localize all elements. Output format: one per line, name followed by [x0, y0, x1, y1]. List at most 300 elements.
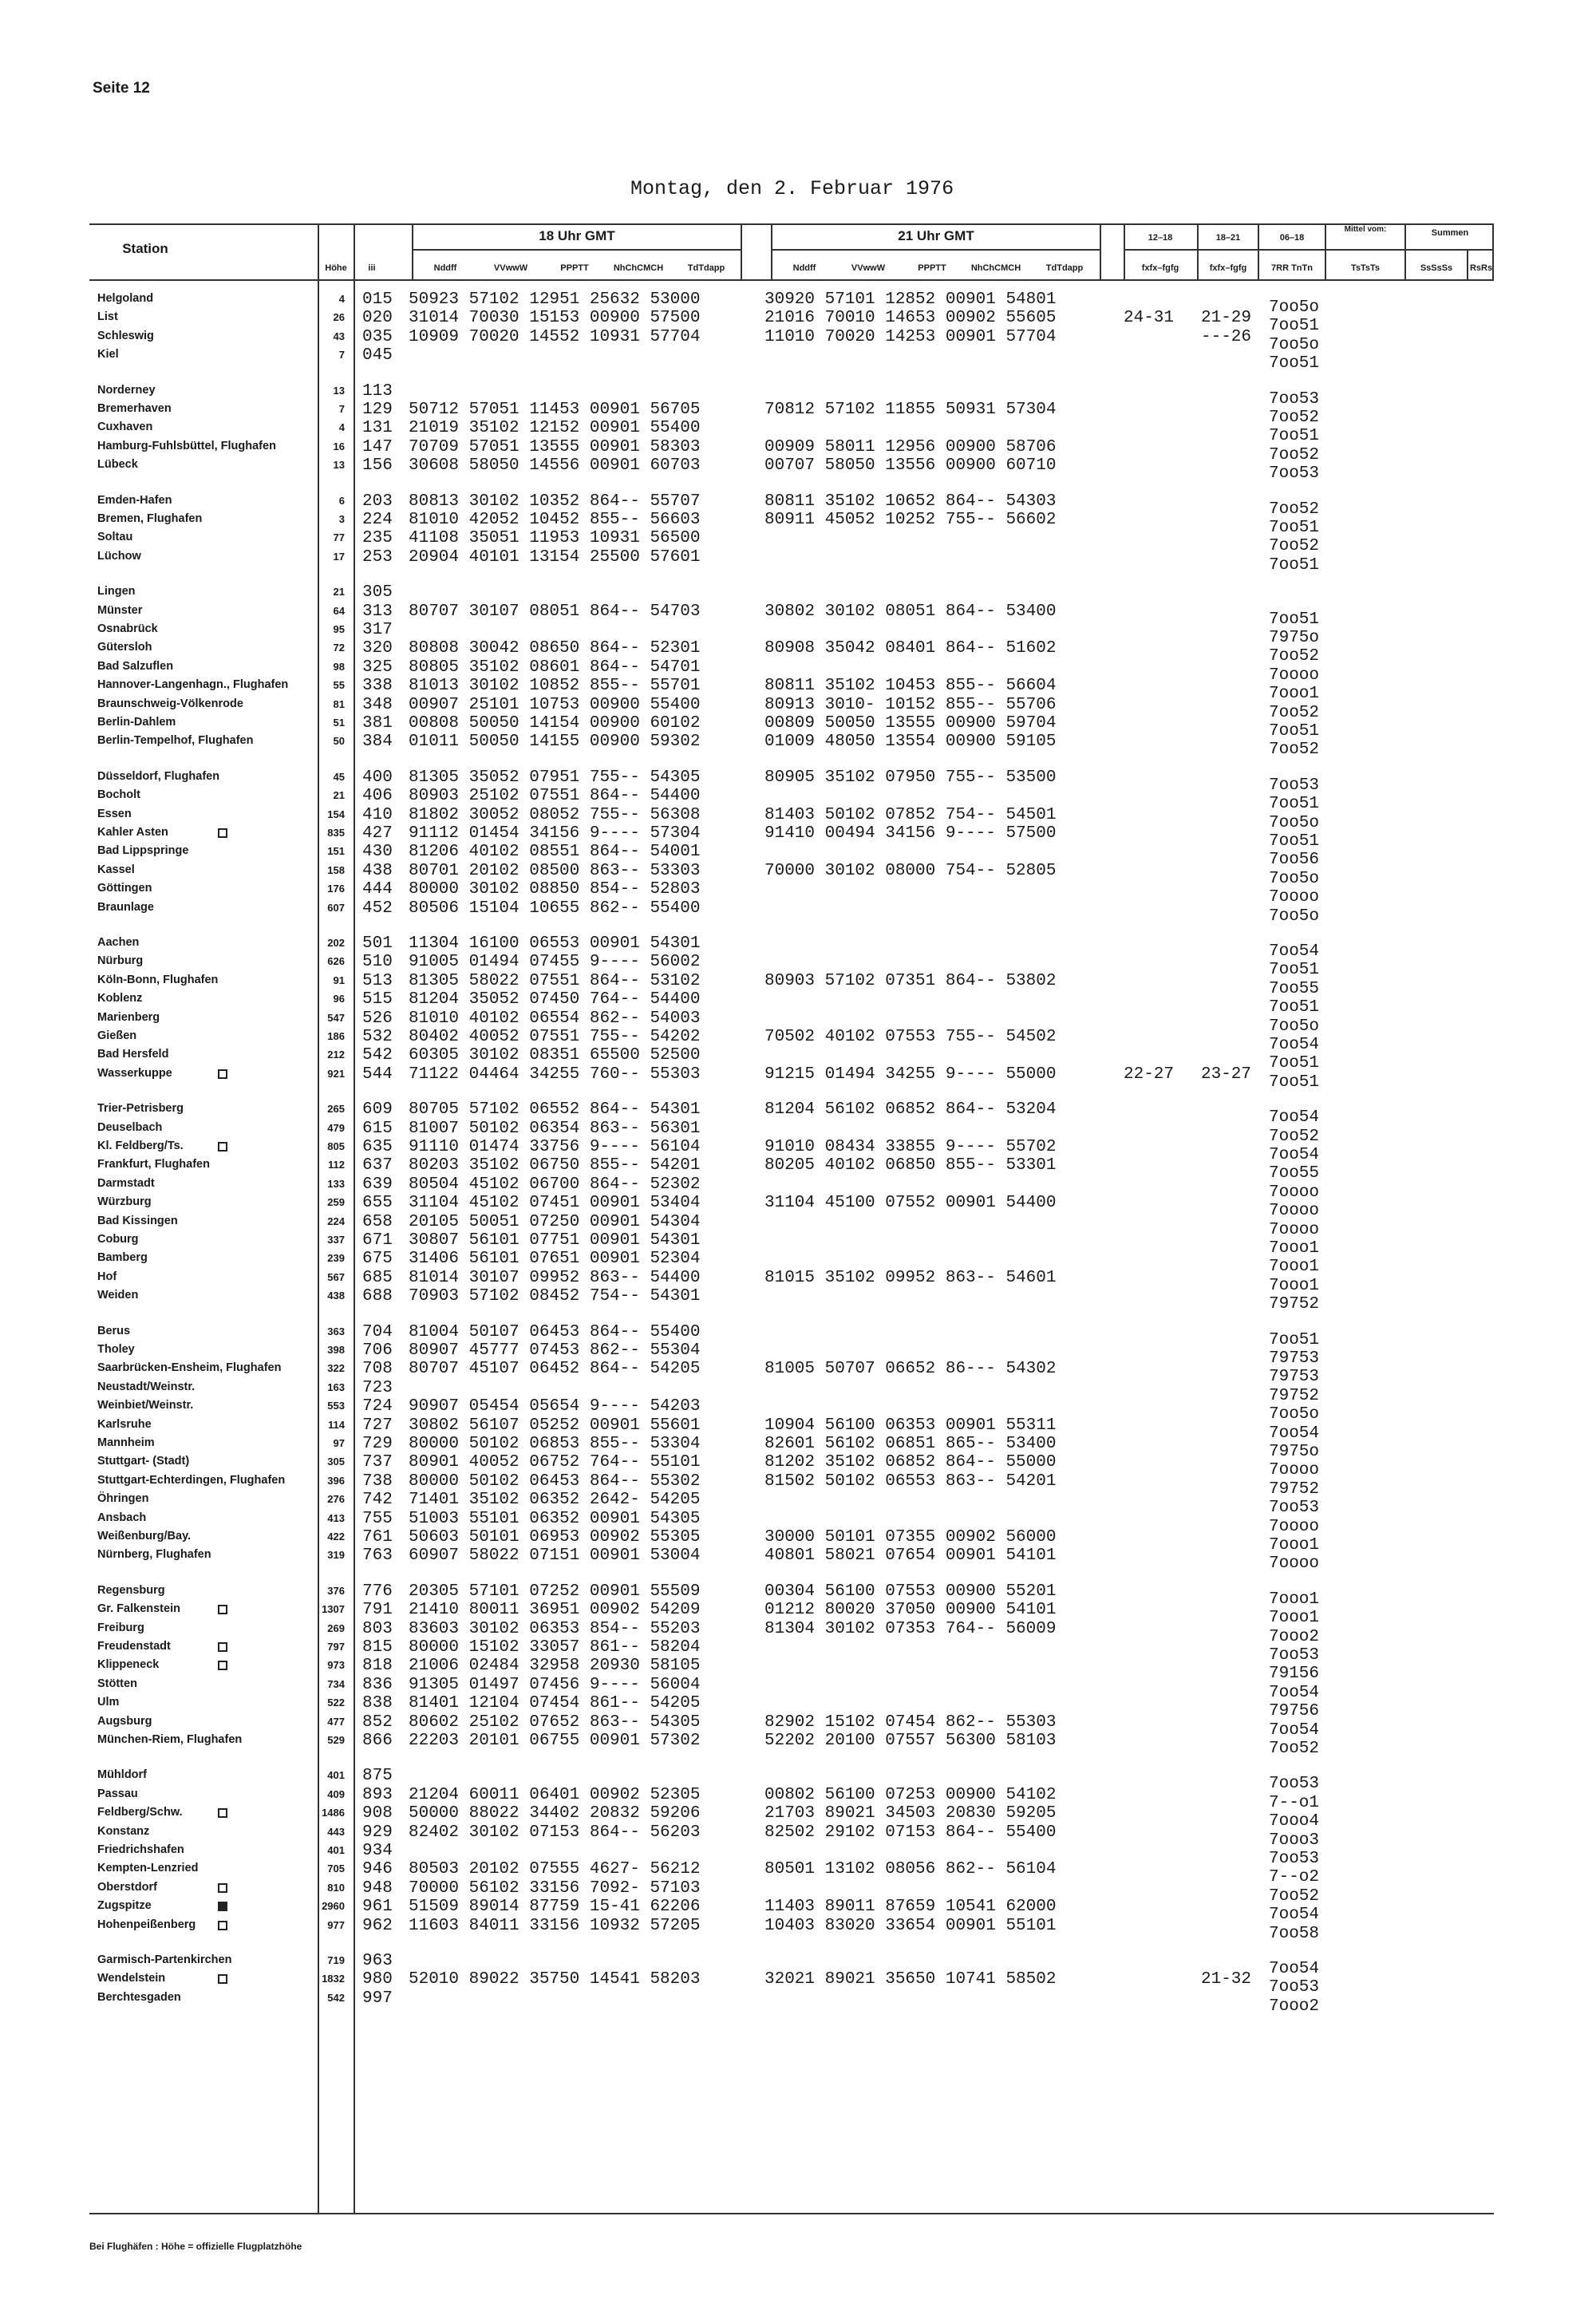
station-height: 158: [327, 864, 345, 876]
station-id: 815: [362, 1638, 393, 1657]
station-height: 114: [328, 1419, 345, 1431]
mountain-station-icon: [218, 1974, 227, 1984]
station-name: Würzburg: [97, 1195, 152, 1208]
obs-18-gmt: 81013 30102 10852 855-- 55701: [409, 677, 701, 695]
obs-21-gmt: 01009 48050 13554 00900 59105: [764, 733, 1057, 751]
obs-21-gmt: 70000 30102 08000 754-- 52805: [764, 862, 1057, 880]
obs-18-gmt: 83603 30102 06353 854-- 55203: [409, 1620, 701, 1638]
station-id: 838: [362, 1694, 393, 1712]
obs-18-gmt: 11304 16100 06553 00901 54301: [409, 934, 701, 953]
obs-18-gmt: 80000 30102 08850 854-- 52803: [409, 880, 701, 899]
header-18-sub-1: Nddff: [433, 263, 457, 273]
station-id: 384: [362, 733, 393, 751]
obs-18-gmt: 80000 50102 06853 855-- 53304: [409, 1435, 701, 1453]
obs-18-gmt: 80808 30042 08650 864-- 52301: [409, 639, 701, 658]
station-id: 755: [362, 1510, 393, 1528]
obs-21-gmt: 82502 29102 07153 864-- 55400: [764, 1823, 1057, 1842]
obs-21-gmt: 80911 45052 10252 755-- 56602: [764, 511, 1057, 529]
rain-06-18: 7oo51: [1269, 832, 1320, 851]
station-name: Helgoland: [97, 292, 154, 305]
station-name: Bremen, Flughafen: [97, 512, 203, 525]
station-id: 203: [362, 492, 393, 511]
wind-18-21: 21-29: [1201, 309, 1252, 327]
rain-06-18: 7--o2: [1269, 1868, 1320, 1886]
station-name: Oberstdorf: [97, 1881, 157, 1894]
obs-21-gmt: 30802 30102 08051 864-- 53400: [764, 602, 1057, 621]
obs-18-gmt: 71122 04464 34255 760-- 55303: [409, 1065, 701, 1084]
station-name: Hof: [97, 1270, 117, 1283]
obs-21-gmt: 00909 58011 12956 00900 58706: [764, 438, 1057, 456]
station-id: 513: [362, 972, 393, 990]
wind-18-21: 23-27: [1201, 1065, 1252, 1084]
station-name: Friedrichshafen: [97, 1843, 184, 1856]
obs-18-gmt: 80707 30107 08051 864-- 54703: [409, 602, 701, 621]
rain-06-18: 7oo52: [1269, 409, 1320, 427]
station-height: 305: [327, 1456, 345, 1468]
obs-18-gmt: 70903 57102 08452 754-- 54301: [409, 1287, 701, 1306]
obs-18-gmt: 82402 30102 07153 864-- 56203: [409, 1823, 701, 1842]
rain-06-18: 7oo5o: [1269, 1017, 1320, 1036]
obs-18-gmt: 22203 20101 06755 00901 57302: [409, 1732, 701, 1750]
header-rsrs: RsRs: [1469, 263, 1493, 273]
rain-06-18: 7oo54: [1269, 1036, 1320, 1054]
station-height: 163: [327, 1381, 345, 1393]
station-id: 501: [362, 934, 393, 953]
obs-18-gmt: 70709 57051 13555 00901 58303: [409, 438, 701, 456]
station-id: 515: [362, 990, 393, 1009]
station-id: 400: [362, 768, 393, 787]
station-id: 818: [362, 1657, 393, 1675]
obs-21-gmt: 11010 70020 14253 00901 57704: [764, 328, 1057, 346]
station-name: Wendelstein: [97, 1972, 166, 1985]
station-height: 1486: [322, 1807, 345, 1819]
obs-18-gmt: 20305 57101 07252 00901 55509: [409, 1582, 701, 1601]
obs-21-gmt: 82601 56102 06851 865-- 53400: [764, 1435, 1057, 1453]
station-height: 133: [327, 1178, 345, 1190]
mountain-station-icon: [218, 1921, 227, 1930]
station-id: 738: [362, 1472, 393, 1491]
station-id: 045: [362, 346, 393, 365]
station-id: 637: [362, 1156, 393, 1175]
rain-06-18: 7oo54: [1269, 1146, 1320, 1164]
station-id: 763: [362, 1547, 393, 1565]
station-name: Feldberg/Schw.: [97, 1806, 183, 1819]
station-name: Nürnberg, Flughafen: [97, 1548, 211, 1561]
station-name: Deuselbach: [97, 1121, 163, 1134]
obs-18-gmt: 80907 45777 07453 862-- 55304: [409, 1341, 701, 1360]
station-id: 235: [362, 529, 393, 547]
obs-18-gmt: 50000 88022 34402 20832 59206: [409, 1804, 701, 1823]
station-height: 337: [327, 1234, 345, 1246]
station-height: 547: [327, 1012, 345, 1024]
station-name: Bamberg: [97, 1251, 148, 1264]
station-height: 719: [327, 1954, 345, 1966]
station-height: 151: [327, 845, 345, 857]
rain-06-18: 7oo51: [1269, 795, 1320, 813]
station-height: 4: [338, 293, 345, 305]
station-height: 479: [327, 1122, 345, 1134]
station-height: 6: [338, 495, 345, 507]
obs-18-gmt: 81010 40102 06554 862-- 54003: [409, 1009, 701, 1028]
station-name: Stötten: [97, 1677, 137, 1690]
obs-21-gmt: 31104 45100 07552 00901 54400: [764, 1194, 1057, 1212]
obs-18-gmt: 01011 50050 14155 00900 59302: [409, 733, 701, 751]
station-name: Gr. Falkenstein: [97, 1602, 180, 1615]
obs-21-gmt: 91215 01494 34255 9---- 55000: [764, 1065, 1057, 1084]
rain-06-18: 7oooo: [1269, 1183, 1320, 1202]
station-name: Göttingen: [97, 882, 152, 895]
station-id: 381: [362, 714, 393, 733]
station-name: Augsburg: [97, 1715, 152, 1728]
rain-06-18: 7oo58: [1269, 1925, 1320, 1943]
obs-18-gmt: 91112 01454 34156 9---- 57304: [409, 824, 701, 843]
station-id: 338: [362, 677, 393, 695]
obs-18-gmt: 60305 30102 08351 65500 52500: [409, 1046, 701, 1065]
station-id: 020: [362, 309, 393, 327]
station-id: 406: [362, 787, 393, 805]
station-height: 529: [327, 1734, 345, 1746]
obs-18-gmt: 81007 50102 06354 863-- 56301: [409, 1120, 701, 1138]
station-name: Osnabrück: [97, 622, 158, 635]
station-name: Darmstadt: [97, 1177, 155, 1190]
obs-18-gmt: 51003 55101 06352 00901 54305: [409, 1510, 701, 1528]
station-id: 776: [362, 1582, 393, 1601]
obs-18-gmt: 21019 35102 12152 00901 55400: [409, 419, 701, 437]
station-height: 2960: [322, 1900, 345, 1912]
obs-18-gmt: 50712 57051 11453 00901 56705: [409, 401, 701, 419]
rain-06-18: 7ooo1: [1269, 1239, 1320, 1258]
station-id: 706: [362, 1341, 393, 1360]
obs-18-gmt: 90907 05454 05654 9---- 54203: [409, 1397, 701, 1416]
station-height: 734: [327, 1678, 345, 1690]
obs-21-gmt: 00304 56100 07553 00900 55201: [764, 1582, 1057, 1601]
station-name: Berlin-Tempelhof, Flughafen: [97, 734, 254, 747]
station-name: Freudenstadt: [97, 1640, 171, 1653]
obs-18-gmt: 80504 45102 06700 864-- 52302: [409, 1175, 701, 1194]
station-name: Frankfurt, Flughafen: [97, 1158, 210, 1171]
obs-21-gmt: 32021 89021 35650 10741 58502: [764, 1970, 1057, 1989]
station-height: 224: [327, 1215, 345, 1227]
station-name: Berchtesgaden: [97, 1991, 181, 2004]
obs-18-gmt: 70000 56102 33156 7092- 57103: [409, 1879, 701, 1898]
station-height: 98: [333, 661, 345, 673]
station-name: Bad Lippspringe: [97, 844, 189, 857]
station-name: Nürburg: [97, 954, 144, 967]
rain-06-18: 79753: [1269, 1368, 1320, 1386]
station-height: 154: [327, 808, 345, 820]
obs-18-gmt: 30802 56107 05252 00901 55601: [409, 1416, 701, 1435]
obs-18-gmt: 80705 57102 06552 864-- 54301: [409, 1100, 701, 1119]
obs-18-gmt: 31014 70030 15153 00900 57500: [409, 309, 701, 327]
obs-18-gmt: 80701 20102 08500 863-- 53303: [409, 862, 701, 880]
station-height: 112: [328, 1159, 345, 1171]
rain-06-18: 7oo5o: [1269, 814, 1320, 832]
obs-18-gmt: 81204 35052 07450 764-- 54400: [409, 990, 701, 1009]
obs-21-gmt: 80908 35042 08401 864-- 51602: [764, 639, 1057, 658]
station-height: 259: [327, 1196, 345, 1208]
obs-21-gmt: 81204 56102 06852 864-- 53204: [764, 1100, 1057, 1119]
filled-square-icon: [218, 1902, 227, 1911]
station-id: 908: [362, 1804, 393, 1823]
header-station: Station: [122, 241, 168, 256]
header-period-18-21: 18–21: [1215, 233, 1241, 243]
rain-06-18: 7oo55: [1269, 1164, 1320, 1183]
header-21-gmt: 21 Uhr GMT: [898, 228, 974, 243]
station-id: 791: [362, 1601, 393, 1619]
station-height: 186: [327, 1030, 345, 1042]
header-18-gmt: 18 Uhr GMT: [539, 228, 615, 243]
station-name: Norderney: [97, 384, 156, 397]
station-id: 532: [362, 1028, 393, 1046]
obs-21-gmt: 40801 58021 07654 00901 54101: [764, 1547, 1057, 1565]
station-name: Karlsruhe: [97, 1418, 152, 1431]
obs-18-gmt: 10909 70020 14552 10931 57704: [409, 328, 701, 346]
obs-21-gmt: 10904 56100 06353 00901 55311: [764, 1416, 1057, 1435]
header-iii: iii: [368, 263, 376, 273]
obs-18-gmt: 21410 80011 36951 00902 54209: [409, 1601, 701, 1619]
station-height: 51: [333, 717, 345, 729]
footnote: Bei Flughäfen : Höhe = offizielle Flugplatzhöhe: [89, 2241, 302, 2252]
station-name: Bad Hersfeld: [97, 1048, 169, 1061]
station-height: 401: [327, 1844, 345, 1856]
station-name: Garmisch-Partenkirchen: [97, 1953, 232, 1966]
rain-06-18: 7ooo2: [1269, 1997, 1320, 2016]
station-name: Cuxhaven: [97, 421, 153, 433]
obs-18-gmt: 11603 84011 33156 10932 57205: [409, 1917, 701, 1935]
wind-18-21: 21-32: [1201, 1970, 1252, 1989]
header-18-sub-4: NhChCMCH: [613, 263, 664, 273]
station-id: 348: [362, 696, 393, 714]
obs-21-gmt: 82902 15102 07454 862-- 55303: [764, 1713, 1057, 1732]
station-height: 55: [333, 679, 345, 691]
obs-21-gmt: 00707 58050 13556 00900 60710: [764, 456, 1057, 475]
station-name: Öhringen: [97, 1492, 149, 1505]
obs-18-gmt: 80402 40052 07551 755-- 54202: [409, 1028, 701, 1046]
rain-06-18: 7oo51: [1269, 722, 1320, 741]
station-height: 7: [338, 349, 345, 361]
station-id: 113: [362, 382, 393, 401]
station-name: Kahler Asten: [97, 826, 168, 839]
station-name: Aachen: [97, 936, 140, 949]
station-id: 224: [362, 511, 393, 529]
header-ssss: SsSsSs: [1420, 263, 1453, 273]
station-name: Schleswig: [97, 330, 154, 342]
obs-21-gmt: 81015 35102 09952 863-- 54601: [764, 1269, 1057, 1287]
station-height: 13: [333, 385, 345, 397]
station-height: 835: [327, 827, 345, 839]
station-id: 410: [362, 806, 393, 824]
station-name: Münster: [97, 604, 143, 617]
station-name: Freiburg: [97, 1622, 144, 1634]
station-id: 727: [362, 1416, 393, 1435]
obs-18-gmt: 80903 25102 07551 864-- 54400: [409, 787, 701, 805]
station-height: 319: [327, 1549, 345, 1561]
station-id: 875: [362, 1767, 393, 1785]
obs-21-gmt: 91410 00494 34156 9---- 57500: [764, 824, 1057, 843]
mountain-station-icon: [218, 1142, 227, 1152]
rain-06-18: 7oo51: [1269, 317, 1320, 335]
station-height: 810: [327, 1882, 345, 1894]
mountain-station-icon: [218, 1642, 227, 1652]
rain-06-18: 79752: [1269, 1480, 1320, 1499]
table-bottom-rule: [89, 2213, 1494, 2214]
station-name: Neustadt/Weinstr.: [97, 1381, 196, 1393]
station-name: Kassel: [97, 863, 135, 876]
rain-06-18: 7oo52: [1269, 537, 1320, 555]
station-height: 567: [327, 1271, 345, 1283]
obs-21-gmt: 00802 56100 07253 00900 54102: [764, 1786, 1057, 1804]
station-id: 962: [362, 1917, 393, 1935]
rain-06-18: 7oo54: [1269, 1960, 1320, 1978]
rain-06-18: 7975o: [1269, 1443, 1320, 1461]
station-name: Koblenz: [97, 992, 143, 1005]
rain-06-18: 7oo52: [1269, 741, 1320, 759]
station-name: Lingen: [97, 585, 136, 598]
station-name: Ansbach: [97, 1511, 147, 1524]
obs-18-gmt: 20904 40101 13154 25500 57601: [409, 548, 701, 567]
rain-06-18: 7oo51: [1269, 1054, 1320, 1072]
station-name: Saarbrücken-Ensheim, Flughafen: [97, 1361, 282, 1374]
rain-06-18: 7ooo1: [1269, 1536, 1320, 1554]
rain-06-18: 7oo52: [1269, 1128, 1320, 1146]
obs-18-gmt: 41108 35051 11953 10931 56500: [409, 529, 701, 547]
obs-18-gmt: 81305 58022 07551 864-- 53102: [409, 972, 701, 990]
obs-21-gmt: 30000 50101 07355 00902 56000: [764, 1528, 1057, 1547]
station-height: 977: [327, 1919, 345, 1931]
station-name: Trier-Petrisberg: [97, 1102, 184, 1115]
obs-18-gmt: 00907 25101 10753 00900 55400: [409, 696, 701, 714]
obs-18-gmt: 81401 12104 07454 861-- 54205: [409, 1694, 701, 1712]
station-height: 396: [327, 1475, 345, 1487]
rain-06-18: 7ooo1: [1269, 1277, 1320, 1295]
rain-06-18: 7oo5o: [1269, 336, 1320, 354]
station-name: Weißenburg/Bay.: [97, 1530, 192, 1543]
station-name: Hamburg-Fuhlsbüttel, Flughafen: [97, 440, 276, 452]
rain-06-18: 7oo52: [1269, 647, 1320, 666]
obs-21-gmt: 80501 13102 08056 862-- 56104: [764, 1860, 1057, 1878]
station-name: Lüchow: [97, 550, 141, 563]
header-fx-18-21: fxfx–fgfg: [1209, 263, 1247, 273]
header-21-sub-1: Nddff: [792, 263, 816, 273]
rain-06-18: 7oo53: [1269, 1850, 1320, 1868]
rain-06-18: 7oo53: [1269, 776, 1320, 795]
station-name: List: [97, 310, 118, 323]
rain-06-18: 7oo53: [1269, 1499, 1320, 1517]
station-height: 45: [333, 771, 345, 783]
station-id: 934: [362, 1842, 393, 1860]
station-id: 866: [362, 1732, 393, 1750]
obs-18-gmt: 80813 30102 10352 864-- 55707: [409, 492, 701, 511]
station-id: 961: [362, 1898, 393, 1916]
station-name: Konstanz: [97, 1825, 150, 1838]
page-number: Seite 12: [93, 80, 150, 97]
station-id: 671: [362, 1231, 393, 1250]
obs-18-gmt: 80602 25102 07652 863-- 54305: [409, 1713, 701, 1732]
header-18-sub-2: VVwwW: [493, 263, 528, 273]
obs-21-gmt: 80205 40102 06850 855-- 53301: [764, 1156, 1057, 1175]
station-id: 035: [362, 328, 393, 346]
obs-18-gmt: 81004 50107 06453 864-- 55400: [409, 1323, 701, 1341]
station-height: 413: [327, 1512, 345, 1524]
rain-06-18: 7oo52: [1269, 446, 1320, 464]
rain-06-18: 7oo5o: [1269, 870, 1320, 888]
rain-06-18: 7oo51: [1269, 998, 1320, 1017]
station-name: Mannheim: [97, 1436, 155, 1449]
station-id: 427: [362, 824, 393, 843]
rain-06-18: 7oo53: [1269, 1978, 1320, 1997]
station-id: 997: [362, 1989, 393, 2008]
rain-06-18: 7oooo: [1269, 888, 1320, 907]
mountain-station-icon: [218, 1883, 227, 1893]
rain-06-18: 7oo54: [1269, 1906, 1320, 1924]
obs-21-gmt: 80913 3010- 10152 855-- 55706: [764, 696, 1057, 714]
header-21-sub-2: VVwwW: [851, 263, 886, 273]
station-name: Essen: [97, 808, 132, 820]
station-id: 803: [362, 1620, 393, 1638]
station-name: Regensburg: [97, 1584, 165, 1597]
station-name: Weiden: [97, 1289, 139, 1302]
station-name: Weinbiet/Weinstr.: [97, 1399, 194, 1412]
station-id: 526: [362, 1009, 393, 1028]
rain-06-18: 79752: [1269, 1295, 1320, 1313]
station-height: 438: [327, 1290, 345, 1302]
obs-18-gmt: 80000 15102 33057 861-- 58204: [409, 1638, 701, 1657]
station-id: 510: [362, 953, 393, 971]
header-period-12-18: 12–18: [1148, 233, 1173, 243]
rain-06-18: 7ooo1: [1269, 685, 1320, 703]
header-fx-12-18: fxfx–fgfg: [1141, 263, 1179, 273]
station-name: Soltau: [97, 531, 133, 543]
obs-18-gmt: 21006 02484 32958 20930 58105: [409, 1657, 701, 1675]
rain-06-18: 7oo52: [1269, 500, 1320, 519]
station-height: 269: [327, 1622, 345, 1634]
station-id: 742: [362, 1491, 393, 1509]
station-id: 317: [362, 621, 393, 639]
rain-06-18: 7ooo1: [1269, 1258, 1320, 1276]
station-height: 3: [338, 513, 345, 525]
station-height: 17: [333, 551, 345, 563]
station-height: 805: [327, 1140, 345, 1152]
header-hoehe: Höhe: [325, 263, 347, 273]
station-height: 973: [327, 1659, 345, 1671]
station-name: Tholey: [97, 1343, 135, 1356]
obs-18-gmt: 31104 45102 07451 00901 53404: [409, 1194, 701, 1212]
mountain-station-icon: [218, 1605, 227, 1614]
rain-06-18: 7oo54: [1269, 1684, 1320, 1702]
station-id: 893: [362, 1786, 393, 1804]
station-height: 21: [333, 586, 345, 598]
station-height: 443: [327, 1826, 345, 1838]
rain-06-18: 7oo5o: [1269, 907, 1320, 926]
obs-21-gmt: 81502 50102 06553 863-- 54201: [764, 1472, 1057, 1491]
obs-21-gmt: 00809 50050 13555 00900 59704: [764, 714, 1057, 733]
station-id: 452: [362, 899, 393, 918]
station-height: 401: [327, 1769, 345, 1781]
header-mittel: Mittel vom:: [1344, 225, 1387, 234]
station-name: Mühldorf: [97, 1768, 148, 1781]
station-id: 325: [362, 658, 393, 677]
station-height: 398: [327, 1344, 345, 1356]
obs-18-gmt: 91005 01494 07455 9---- 56002: [409, 953, 701, 971]
rain-06-18: 79756: [1269, 1702, 1320, 1720]
obs-21-gmt: 80811 35102 10652 864-- 54303: [764, 492, 1057, 511]
station-name: Kiel: [97, 348, 119, 361]
station-id: 688: [362, 1287, 393, 1306]
station-name: Lübeck: [97, 458, 138, 471]
obs-21-gmt: 52202 20100 07557 56300 58103: [764, 1732, 1057, 1750]
header-18-rule: [412, 249, 742, 251]
obs-21-gmt: 21016 70010 14653 00902 55605: [764, 309, 1057, 327]
